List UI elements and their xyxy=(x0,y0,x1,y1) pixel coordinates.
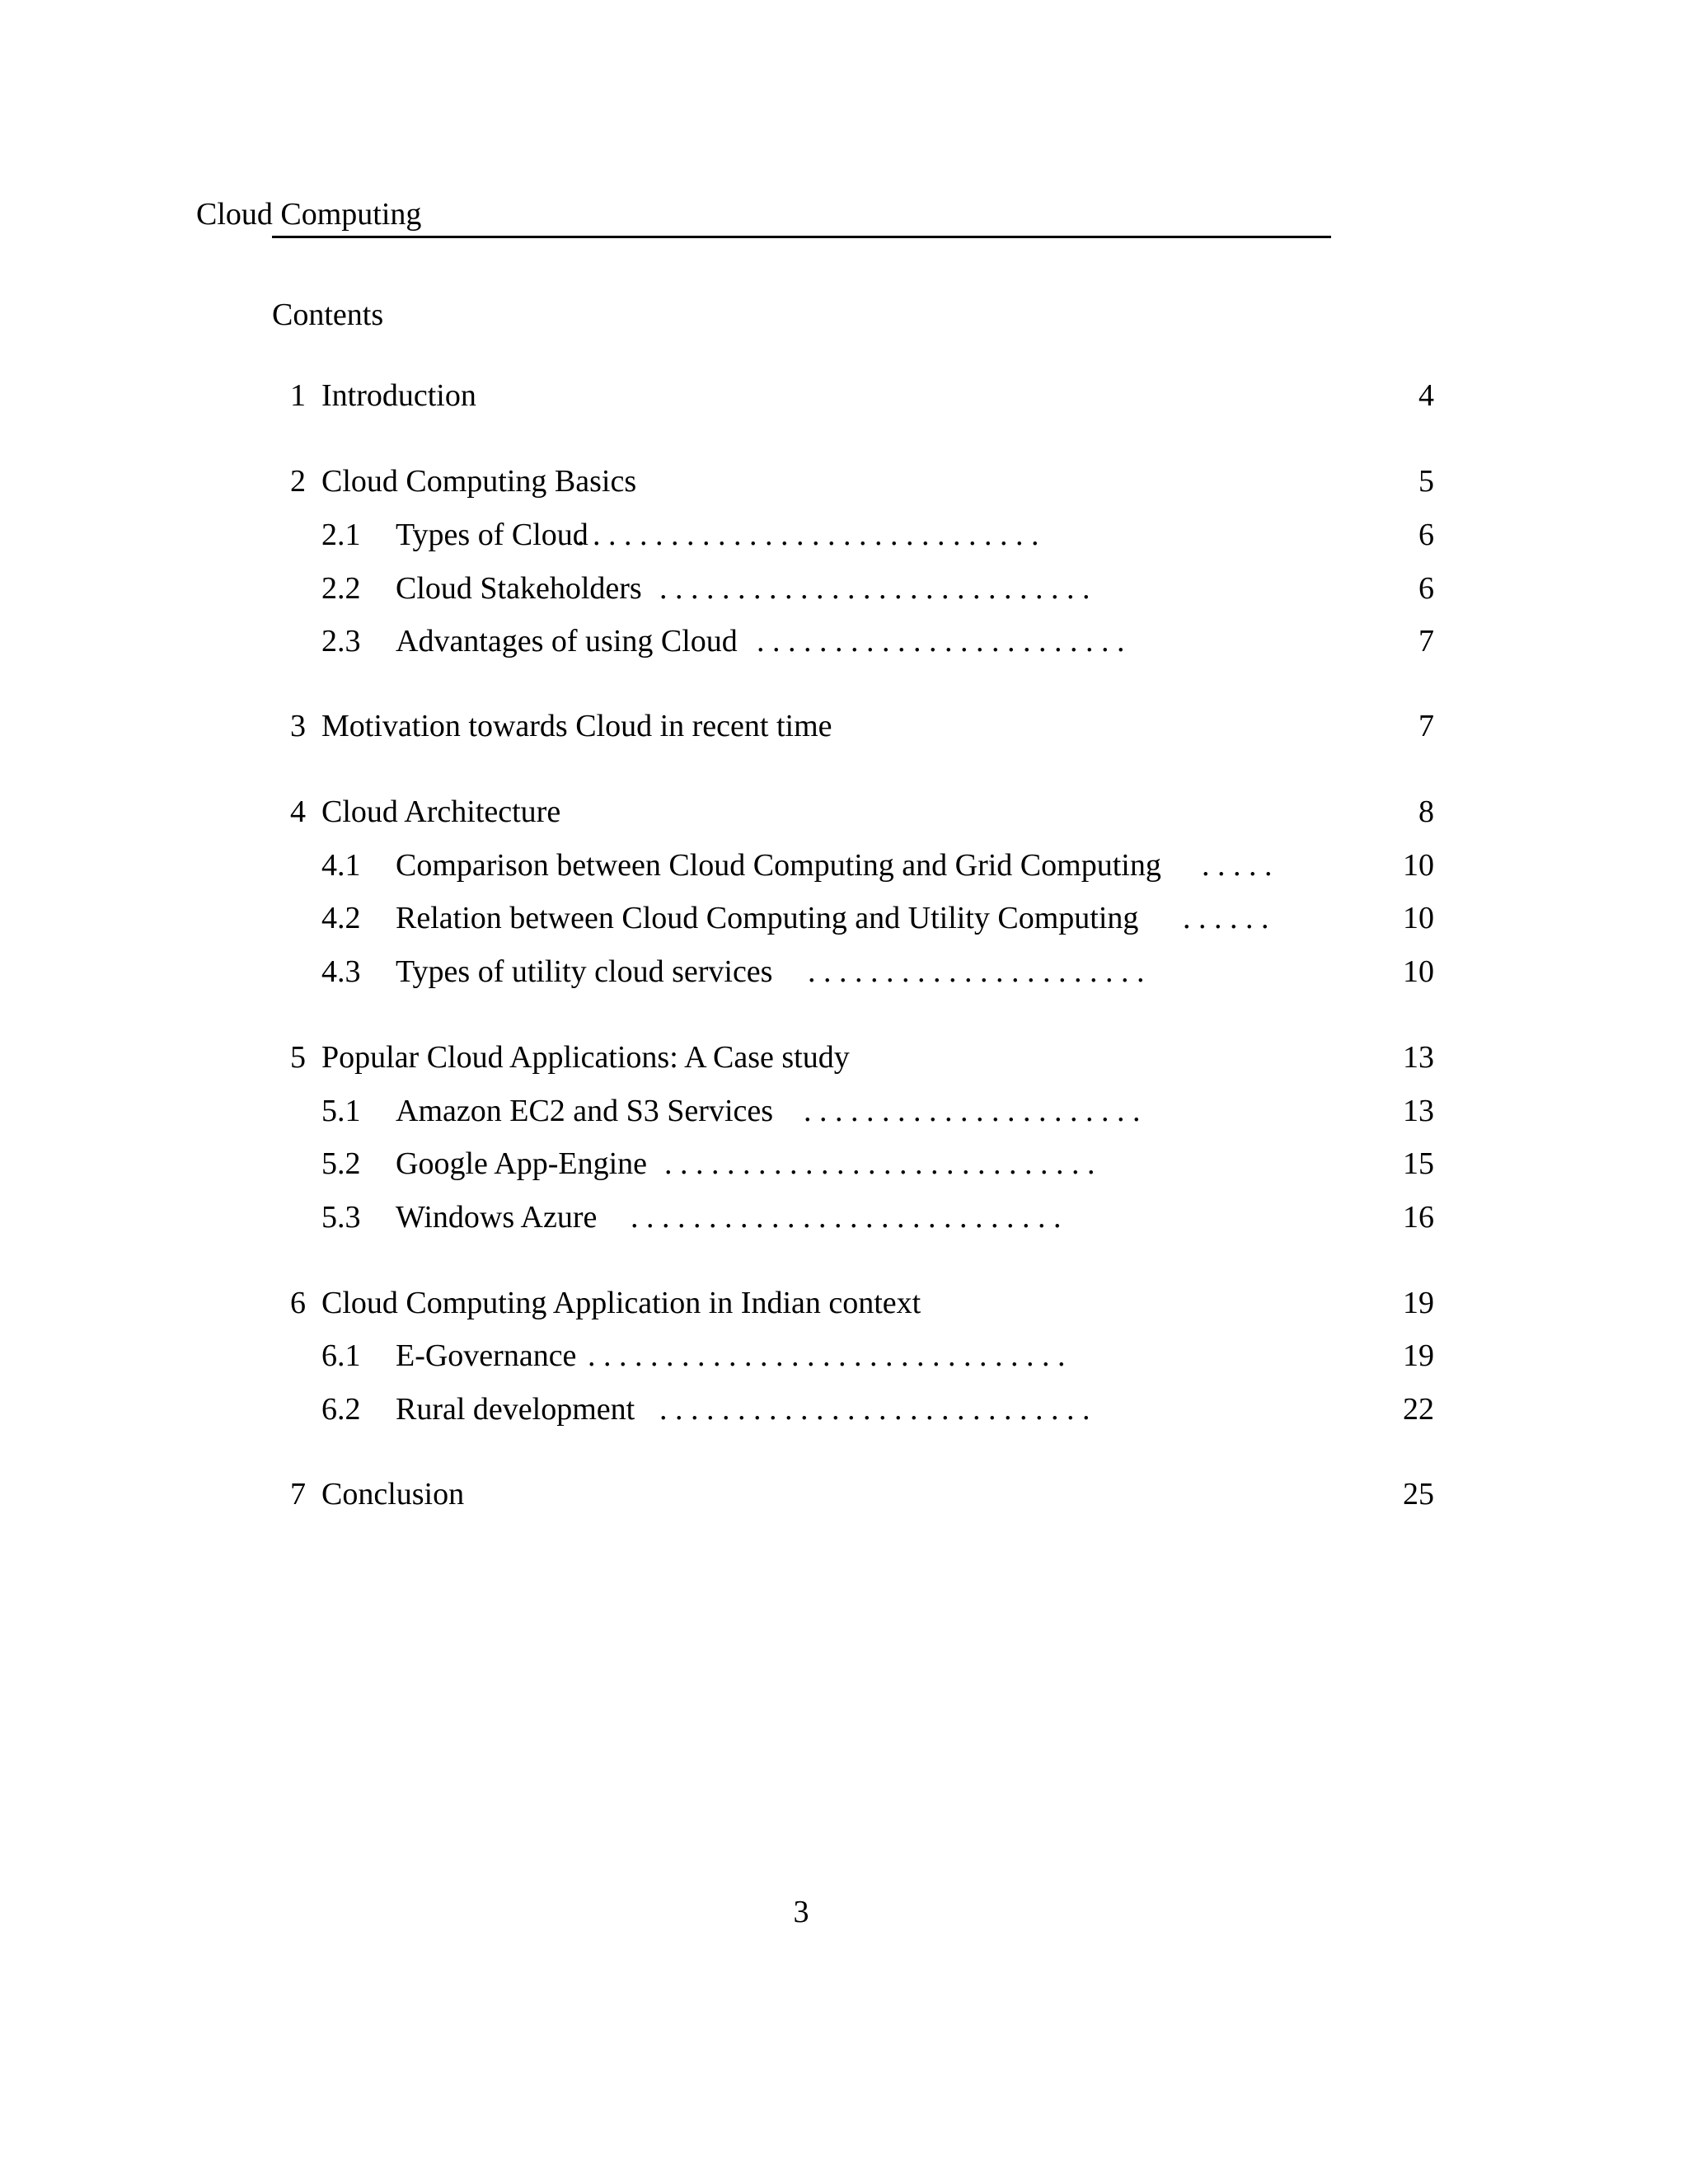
toc-page-number: 10 xyxy=(1403,848,1434,883)
toc-page-number: 15 xyxy=(1403,1146,1434,1181)
toc-dot-leader: . . . . . . . . . . . . . . . . . . . . . . . . xyxy=(757,624,1125,658)
toc-section-number: 4.1 xyxy=(321,848,361,883)
toc-section-title: Types of Cloud xyxy=(396,518,588,552)
toc-section-title: Cloud Stakeholders xyxy=(396,571,642,606)
toc-page-number: 19 xyxy=(1403,1286,1434,1320)
toc-dot-leader: . . . . . xyxy=(1202,848,1273,883)
toc-chapter-cloud-computing-basics[interactable] xyxy=(0,458,1688,504)
toc-section-number: 5.2 xyxy=(321,1146,361,1181)
toc-chapter-number: 1 xyxy=(290,378,306,413)
toc-page-number: 4 xyxy=(1418,378,1434,413)
toc-page-number: 25 xyxy=(1403,1477,1434,1511)
toc-chapter-title: Introduction xyxy=(321,378,476,413)
toc-page-number: 10 xyxy=(1403,954,1434,989)
toc-section-types-of-cloud[interactable] xyxy=(0,512,1688,558)
toc-section-cloud-stakeholders[interactable] xyxy=(0,565,1688,612)
toc-section-number: 2.2 xyxy=(321,571,361,606)
toc-section-utility-cloud-services[interactable] xyxy=(0,949,1688,995)
toc-dot-leader: . . . . . . . . . . . . . . . . . . . . . . xyxy=(808,954,1145,989)
toc-section-title: Rural development xyxy=(396,1392,635,1427)
toc-chapter-number: 6 xyxy=(290,1286,306,1320)
toc-page-number: 13 xyxy=(1403,1040,1434,1075)
toc-page-number: 13 xyxy=(1403,1094,1434,1128)
header-rule xyxy=(272,236,1331,238)
toc-page-number: 16 xyxy=(1403,1200,1434,1235)
toc-page-number: 7 xyxy=(1418,709,1434,743)
toc-chapter-motivation[interactable] xyxy=(0,703,1688,749)
toc-page-number: 5 xyxy=(1418,464,1434,499)
toc-chapter-title: Conclusion xyxy=(321,1477,465,1511)
toc-page-number: 7 xyxy=(1418,624,1434,658)
toc-section-title: Comparison between Cloud Computing and Grid Computing xyxy=(396,848,1161,883)
toc-section-number: 4.2 xyxy=(321,901,361,935)
toc-section-title: Amazon EC2 and S3 Services xyxy=(396,1094,774,1128)
toc-page-number: 10 xyxy=(1403,901,1434,935)
toc-section-number: 5.3 xyxy=(321,1200,361,1235)
toc-section-number: 5.1 xyxy=(321,1094,361,1128)
toc-chapter-conclusion[interactable] xyxy=(0,1471,1688,1517)
toc-chapter-title: Motivation towards Cloud in recent time xyxy=(321,709,832,743)
toc-chapter-number: 7 xyxy=(290,1477,306,1511)
toc-page-number: 19 xyxy=(1403,1338,1434,1373)
toc-dot-leader: . . . . . . . . . . . . . . . . . . . . . . . . . . . . . . xyxy=(577,518,1039,552)
toc-page-number: 6 xyxy=(1418,518,1434,552)
toc-chapter-title: Cloud Computing Basics xyxy=(321,464,637,499)
toc-chapter-number: 5 xyxy=(290,1040,306,1075)
toc-chapter-number: 3 xyxy=(290,709,306,743)
toc-page-number: 22 xyxy=(1403,1392,1434,1427)
toc-section-title: Windows Azure xyxy=(396,1200,598,1235)
toc-page-number: 8 xyxy=(1418,794,1434,829)
toc-section-title: Advantages of using Cloud xyxy=(396,624,738,658)
toc-chapter-title: Cloud Architecture xyxy=(321,794,561,829)
toc-chapter-title: Popular Cloud Applications: A Case study xyxy=(321,1040,850,1075)
toc-dot-leader: . . . . . . . . . . . . . . . . . . . . . . . . . . . . xyxy=(659,571,1090,606)
toc-chapter-indian-context[interactable] xyxy=(0,1280,1688,1326)
toc-dot-leader: . . . . . . . . . . . . . . . . . . . . . . . . . . . . xyxy=(659,1392,1090,1427)
toc-section-relation-utility[interactable] xyxy=(0,895,1688,941)
toc-section-number: 2.3 xyxy=(321,624,361,658)
toc-chapter-cloud-architecture[interactable] xyxy=(0,789,1688,835)
toc-section-number: 6.1 xyxy=(321,1338,361,1373)
toc-section-advantages-of-using-cloud[interactable] xyxy=(0,618,1688,664)
toc-section-number: 4.3 xyxy=(321,954,361,989)
toc-section-amazon-ec2-s3[interactable] xyxy=(0,1088,1688,1134)
page-number: 3 xyxy=(793,1895,809,1929)
toc-section-title: E-Governance xyxy=(396,1338,577,1373)
toc-dot-leader: . . . . . . . . . . . . . . . . . . . . . . . . . . . . . . . xyxy=(588,1338,1066,1373)
running-header-title: Cloud Computing xyxy=(196,197,422,232)
toc-section-e-governance[interactable] xyxy=(0,1333,1688,1379)
toc-section-number: 2.1 xyxy=(321,518,361,552)
toc-chapter-popular-cloud-applications[interactable] xyxy=(0,1034,1688,1080)
toc-section-title: Relation between Cloud Computing and Utility Computing xyxy=(396,901,1139,935)
toc-section-rural-development[interactable] xyxy=(0,1386,1688,1432)
toc-dot-leader: . . . . . . . . . . . . . . . . . . . . . . . . . . . . xyxy=(631,1200,1062,1235)
toc-chapter-introduction[interactable] xyxy=(0,373,1688,419)
toc-chapter-number: 2 xyxy=(290,464,306,499)
toc-section-windows-azure[interactable] xyxy=(0,1194,1688,1240)
toc-chapter-number: 4 xyxy=(290,794,306,829)
toc-section-comparison-grid[interactable] xyxy=(0,842,1688,888)
toc-chapter-title: Cloud Computing Application in Indian context xyxy=(321,1286,921,1320)
toc-section-google-app-engine[interactable] xyxy=(0,1141,1688,1187)
toc-dot-leader: . . . . . . xyxy=(1183,901,1269,935)
contents-heading: Contents xyxy=(272,298,384,332)
toc-page-number: 6 xyxy=(1418,571,1434,606)
toc-section-number: 6.2 xyxy=(321,1392,361,1427)
toc-section-title: Types of utility cloud services xyxy=(396,954,773,989)
toc-dot-leader: . . . . . . . . . . . . . . . . . . . . . . xyxy=(804,1094,1141,1128)
toc-section-title: Google App-Engine xyxy=(396,1146,648,1181)
toc-dot-leader: . . . . . . . . . . . . . . . . . . . . . . . . . . . . xyxy=(664,1146,1095,1181)
